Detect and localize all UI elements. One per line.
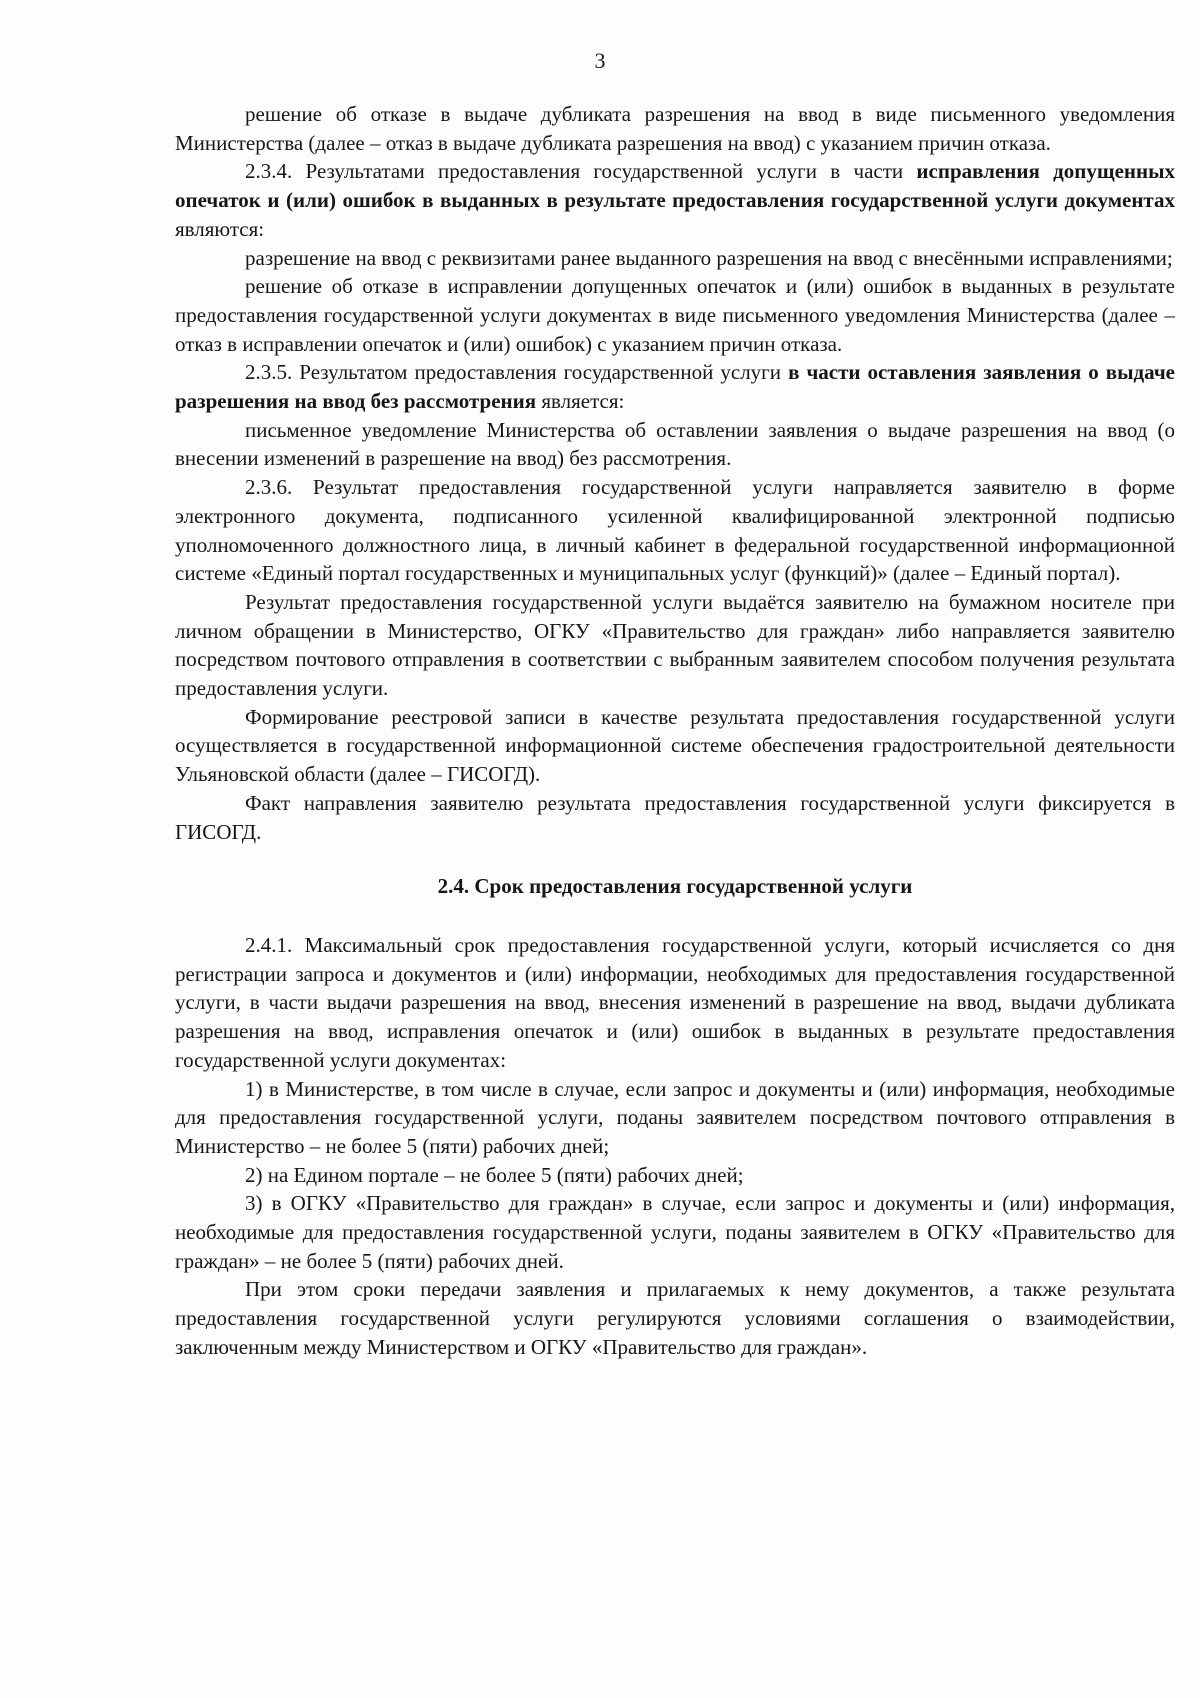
paragraph: При этом сроки передачи заявления и прилагаемых к нему документов, а также результата предоставления государственной услуги регулируются условиями соглашения о взаимодействии, заключенным между Министерством и ОГКУ «Правительство для граждан». (175, 1277, 1175, 1359)
paragraph-2-3-5 (175, 358, 1175, 415)
paragraph-lead: 2.3.4. Результатами предоставления государственной услуги в части (245, 159, 917, 184)
paragraph-2-3-4 (175, 157, 1175, 243)
paragraph: Результат предоставления государственной услуги выдаётся заявителю на бумажном носителе при личном обращении в Министерство, ОГКУ «Правительство для граждан» либо направляется заявителю посредством почтового отправления в соответствии с выбранным заявителем способом получения результата предоставления услуги. (175, 589, 1175, 701)
paragraph: Формирование реестровой записи в качестве результата предоставления государственной услуги осуществляется в государственной информационной системе обеспечения градостроительной деятельности Ульяновской области (далее – ГИСОГД). (175, 704, 1175, 787)
list-item: 1) в Министерстве, в том числе в случае, если запрос и документы и (или) информация, необходимые для предоставления государственной услуги, поданы заявителем посредством почтового отправления в Министерство – не более 5 (пяти) рабочих дней; (175, 1076, 1175, 1158)
paragraph: решение об отказе в исправлении допущенных опечаток и (или) ошибок в выданных в результате предоставления государственной услуги документах в виде письменного уведомления Министерства (далее – отказ в исправлении опечаток и (или) ошибок) с указанием причин отказа. (175, 274, 1175, 356)
paragraph: разрешение на ввод с реквизитами ранее выданного разрешения на ввод с внесёнными исправлениями; (245, 245, 1173, 270)
paragraph: письменное уведомление Министерства об оставлении заявления о выдаче разрешения на ввод (о внесении изменений в разрешение на ввод) без рассмотрения. (175, 417, 1175, 471)
list-item: 2) на Едином портале – не более 5 (пяти) рабочих дней; (245, 1162, 744, 1187)
document-body (175, 100, 1175, 1362)
list-item: 3) в ОГКУ «Правительство для граждан» в случае, если запрос и документы и (или) информация, необходимые для предоставления государственной услуги, поданы заявителем в ОГКУ «Правительство для граждан» – не более 5 (пяти) рабочих дней. (175, 1191, 1175, 1273)
paragraph-2-3-6: 2.3.6. Результат предоставления государственной услуги направляется заявителю в форме электронного документа, подписанного усиленной квалифицированной электронной подписью уполномоченного должностного лица, в личный кабинет в федеральной государственной информационной системе «Единый портал государственных и муниципальных услуг (функций)» (далее – Единый портал). (175, 475, 1175, 586)
paragraph: Факт направления заявителю результата предоставления государственной услуги фиксируется в ГИСОГД. (175, 790, 1175, 844)
paragraph: решение об отказе в выдаче дубликата разрешения на ввод в виде письменного уведомления Министерства (далее – отказ в выдаче дубликата разрешения на ввод) с указанием причин отказа. (175, 102, 1175, 155)
paragraph-tail: является: (536, 389, 625, 414)
section-heading: 2.4. Срок предоставления государственной услуги (437, 874, 913, 899)
paragraph-emphasis: исправления допущенных опечаток и (или) ошибок в выданных в результате предоставления государственной услуги документах (175, 159, 1176, 213)
paragraph-2-4-1: 2.4.1. Максимальный срок предоставления государственной услуги, который исчисляется со дня регистрации запроса и документов и (или) информации, необходимых для предоставления государственной услуги, в части выдачи разрешения на ввод, внесения изменений в разрешение на ввод, выдачи дубликата разрешения на ввод, исправления опечаток и (или) ошибок в выданных в результате предоставления государственной услуги документах: (175, 932, 1175, 1072)
paragraph-lead: 2.3.5. Результатом предоставления государственной услуги (245, 360, 789, 385)
paragraph-emphasis: в части оставления заявления о выдаче разрешения на ввод без рассмотрения (175, 360, 1175, 414)
page-number: 3 (594, 48, 606, 73)
paragraph-tail: являются: (175, 216, 265, 241)
